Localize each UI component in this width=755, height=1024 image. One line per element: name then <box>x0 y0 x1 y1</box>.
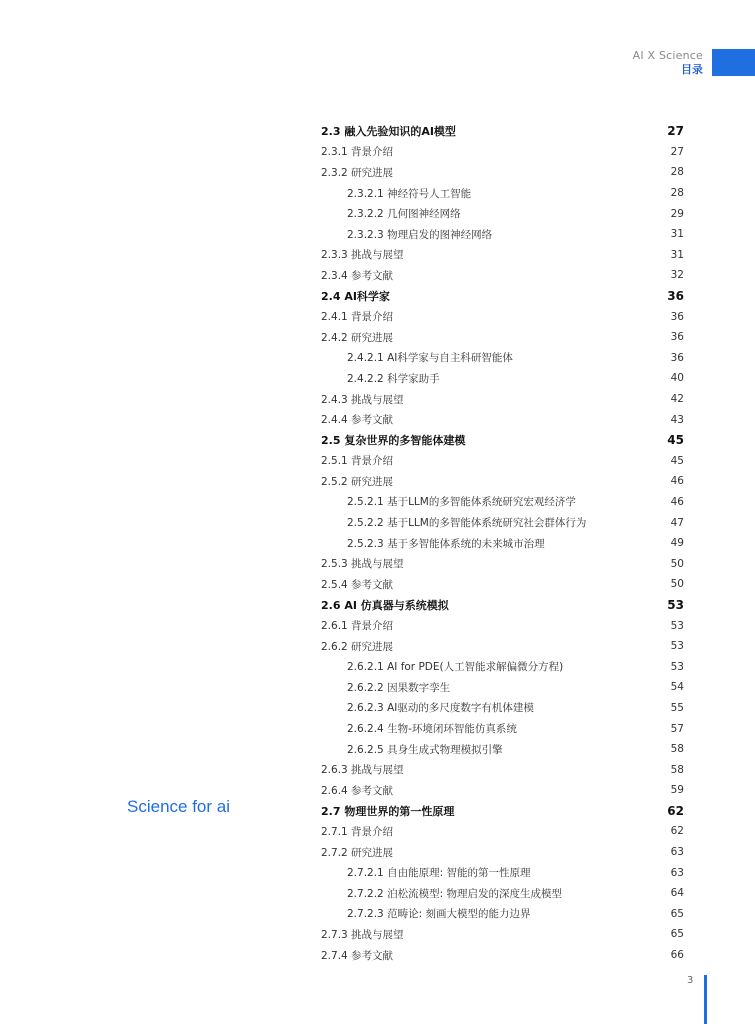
header-accent-block <box>712 49 755 76</box>
header-title: AI X Science <box>632 49 703 62</box>
toc-entry-title: 2.6.4 参考文献 <box>321 784 394 797</box>
toc-entry-title: 2.5.2 研究进展 <box>321 475 394 488</box>
toc-entry-title: 2.3.4 参考文献 <box>321 269 394 282</box>
toc-entry-page: 62 <box>670 825 684 838</box>
toc-entry-page: 32 <box>670 269 684 282</box>
toc-entry-title: 2.6.2.5 具身生成式物理模拟引擎 <box>347 743 503 756</box>
toc-entry-page: 54 <box>670 681 684 694</box>
toc-subsection-entry[interactable] <box>321 142 684 163</box>
toc-entry-title: 2.7.2.3 范畴论: 刻画大模型的能力边界 <box>347 908 531 921</box>
toc-entry-title: 2.6.2.2 因果数字孪生 <box>347 681 451 694</box>
toc-subsection-entry[interactable] <box>321 306 684 327</box>
toc-entry-title: 2.3.2.2 几何图神经网络 <box>347 208 461 221</box>
toc-entry-title: 2.4.2.1 AI科学家与自主科研智能体 <box>347 352 513 365</box>
toc-entry-title: 2.5.3 挑战与展望 <box>321 558 404 571</box>
toc-entry-page: 29 <box>670 207 684 220</box>
toc-subsection-entry[interactable] <box>321 615 684 636</box>
toc-subsection-entry[interactable] <box>321 162 684 183</box>
toc-entry-title: 2.7 物理世界的第一性原理 <box>321 804 455 818</box>
toc-entry-title: 2.4.2.2 科学家助手 <box>347 372 440 385</box>
toc-entry-page: 57 <box>670 722 684 735</box>
toc-entry-title: 2.5.2.1 基于LLM的多智能体系统研究宏观经济学 <box>347 496 576 509</box>
toc-entry-title: 2.6.2.3 AI驱动的多尺度数字有机体建模 <box>347 702 534 715</box>
toc-subsubsection-entry[interactable] <box>321 183 684 204</box>
toc-entry-page: 50 <box>670 578 684 591</box>
toc-entry-title: 2.5.4 参考文献 <box>321 578 394 591</box>
toc-entry-page: 66 <box>670 949 684 962</box>
toc-entry-title: 2.5.2.3 基于多智能体系统的未来城市治理 <box>347 537 545 550</box>
toc-entry-title: 2.3.2.3 物理启发的图神经网络 <box>347 228 493 241</box>
toc-entry-title: 2.4.3 挑战与展望 <box>321 393 404 406</box>
toc-entry-page: 55 <box>670 701 684 714</box>
toc-subsubsection-entry[interactable] <box>321 904 684 925</box>
toc-subsection-entry[interactable] <box>321 389 684 410</box>
toc-entry-page: 28 <box>670 187 684 200</box>
toc-subsection-entry[interactable] <box>321 821 684 842</box>
toc-entry-title: 2.7.2.2 泊松流模型: 物理启发的深度生成模型 <box>347 887 562 900</box>
toc-entry-page: 36 <box>670 331 684 344</box>
toc-subsubsection-entry[interactable] <box>321 698 684 719</box>
toc-entry-title: 2.5 复杂世界的多智能体建模 <box>321 434 466 448</box>
toc-entry-page: 63 <box>670 866 684 879</box>
toc-subsubsection-entry[interactable] <box>321 368 684 389</box>
toc-entry-page: 45 <box>670 454 684 467</box>
toc-subsubsection-entry[interactable] <box>321 224 684 245</box>
toc-entry-title: 2.5.1 背景介绍 <box>321 455 394 468</box>
toc-entry-page: 53 <box>670 640 684 653</box>
toc-entry-page: 58 <box>670 763 684 776</box>
toc-section-entry[interactable] <box>321 121 684 142</box>
toc-entry-page: 65 <box>670 907 684 920</box>
toc-entry-page: 53 <box>670 660 684 673</box>
toc-subsection-entry[interactable] <box>321 471 684 492</box>
toc-subsection-entry[interactable] <box>321 574 684 595</box>
toc-entry-page: 59 <box>670 784 684 797</box>
toc-entry-title: 2.4.1 背景介绍 <box>321 311 394 324</box>
toc-section-entry[interactable] <box>321 430 684 451</box>
toc-entry-title: 2.6.2.4 生物-环境闭环智能仿真系统 <box>347 723 517 736</box>
section-label: Science for ai <box>127 797 230 816</box>
toc-entry-title: 2.5.2.2 基于LLM的多智能体系统研究社会群体行为 <box>347 517 587 530</box>
toc-entry-page: 65 <box>670 928 684 941</box>
toc-entry-title: 2.3.2 研究进展 <box>321 166 394 179</box>
toc-entry-page: 31 <box>670 228 684 241</box>
toc-entry-title: 2.6.1 背景介绍 <box>321 620 394 633</box>
toc-entry-title: 2.7.1 背景介绍 <box>321 825 394 838</box>
toc-entry-page: 63 <box>670 846 684 859</box>
toc-subsection-entry[interactable] <box>321 409 684 430</box>
toc-subsubsection-entry[interactable] <box>321 348 684 369</box>
toc-entry-title: 2.3.2.1 神经符号人工智能 <box>347 187 472 200</box>
toc-subsubsection-entry[interactable] <box>321 656 684 677</box>
toc-entry-page: 36 <box>670 310 684 323</box>
toc-entry-title: 2.4.2 研究进展 <box>321 331 394 344</box>
toc-entry-page: 47 <box>670 516 684 529</box>
toc-subsection-entry[interactable] <box>321 945 684 966</box>
toc-entry-title: 2.4.4 参考文献 <box>321 414 394 427</box>
toc-subsubsection-entry[interactable] <box>321 677 684 698</box>
toc-entry-title: 2.3 融入先验知识的AI模型 <box>321 125 456 139</box>
table-of-contents <box>321 121 684 965</box>
toc-subsubsection-entry[interactable] <box>321 492 684 513</box>
toc-entry-title: 2.6.2 研究进展 <box>321 640 394 653</box>
toc-entry-page: 27 <box>667 124 684 139</box>
toc-subsubsection-entry[interactable] <box>321 862 684 883</box>
toc-entry-page: 36 <box>670 351 684 364</box>
toc-entry-page: 46 <box>670 475 684 488</box>
toc-entry-page: 40 <box>670 372 684 385</box>
toc-entry-page: 53 <box>670 619 684 632</box>
toc-entry-page: 43 <box>670 413 684 426</box>
toc-entry-title: 2.7.3 挑战与展望 <box>321 928 404 941</box>
toc-subsubsection-entry[interactable] <box>321 718 684 739</box>
toc-subsection-entry[interactable] <box>321 759 684 780</box>
toc-subsection-entry[interactable] <box>321 553 684 574</box>
toc-entry-title: 2.6.3 挑战与展望 <box>321 764 404 777</box>
toc-entry-page: 28 <box>670 166 684 179</box>
toc-subsection-entry[interactable] <box>321 265 684 286</box>
toc-entry-title: 2.6 AI 仿真器与系统模拟 <box>321 598 449 612</box>
toc-entry-title: 2.6.2.1 AI for PDE(人工智能求解偏微分方程) <box>347 661 564 674</box>
toc-subsubsection-entry[interactable] <box>321 533 684 554</box>
toc-section-entry[interactable] <box>321 801 684 822</box>
toc-entry-page: 42 <box>670 393 684 406</box>
toc-entry-page: 58 <box>670 743 684 756</box>
toc-entry-title: 2.7.2 研究进展 <box>321 846 394 859</box>
toc-subsubsection-entry[interactable] <box>321 883 684 904</box>
toc-entry-title: 2.7.2.1 自由能原理: 智能的第一性原理 <box>347 867 531 880</box>
toc-subsection-entry[interactable] <box>321 636 684 657</box>
toc-entry-page: 49 <box>670 537 684 550</box>
toc-entry-page: 46 <box>670 495 684 508</box>
toc-entry-page: 31 <box>670 248 684 261</box>
toc-entry-page: 64 <box>670 887 684 900</box>
toc-subsection-entry[interactable] <box>321 842 684 863</box>
header-subtitle: 目录 <box>681 63 703 76</box>
toc-section-entry[interactable] <box>321 286 684 307</box>
page-number: 3 <box>687 975 694 986</box>
toc-entry-title: 2.3.1 背景介绍 <box>321 146 394 159</box>
toc-entry-page: 62 <box>667 803 684 818</box>
toc-subsection-entry[interactable] <box>321 327 684 348</box>
toc-entry-title: 2.3.3 挑战与展望 <box>321 249 404 262</box>
toc-subsection-entry[interactable] <box>321 780 684 801</box>
toc-entry-page: 36 <box>667 289 684 304</box>
toc-subsubsection-entry[interactable] <box>321 512 684 533</box>
toc-subsection-entry[interactable] <box>321 924 684 945</box>
page-accent-bar <box>704 975 707 1024</box>
toc-subsection-entry[interactable] <box>321 451 684 472</box>
toc-section-entry[interactable] <box>321 595 684 616</box>
toc-subsubsection-entry[interactable] <box>321 203 684 224</box>
toc-subsection-entry[interactable] <box>321 245 684 266</box>
toc-entry-page: 50 <box>670 557 684 570</box>
toc-entry-title: 2.4 AI科学家 <box>321 290 390 304</box>
running-header <box>633 49 703 77</box>
toc-entry-page: 53 <box>667 597 684 612</box>
toc-subsubsection-entry[interactable] <box>321 739 684 760</box>
toc-entry-title: 2.7.4 参考文献 <box>321 949 394 962</box>
toc-entry-page: 27 <box>670 145 684 158</box>
toc-entry-page: 45 <box>667 433 684 448</box>
